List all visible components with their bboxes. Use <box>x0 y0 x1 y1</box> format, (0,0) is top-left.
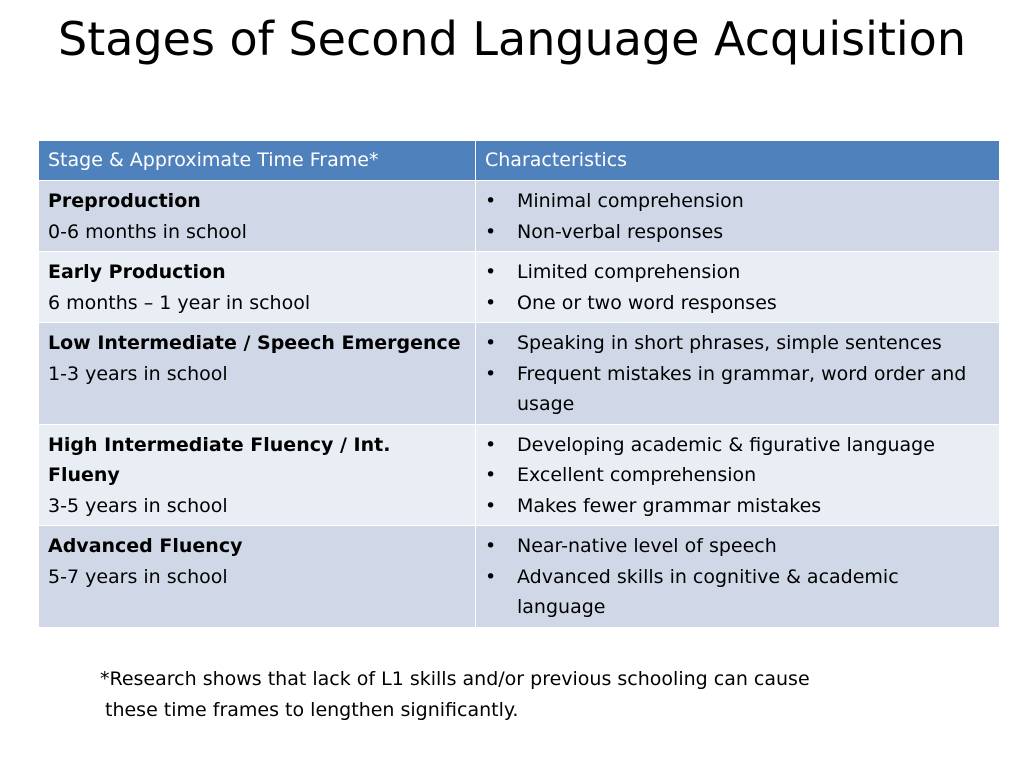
table-row <box>39 181 1000 252</box>
bullet-icon: • <box>485 494 497 517</box>
stage-time-frame: 5-7 years in school <box>48 565 228 588</box>
stage-time-frame: 0-6 months in school <box>48 220 247 243</box>
stage-name: Early Production <box>48 261 226 283</box>
bullet-icon: • <box>485 190 497 212</box>
characteristics-list <box>485 430 990 522</box>
header-characteristics: Characteristics <box>476 141 1000 181</box>
footnote-line-1: *Research shows that lack of L1 skills and/or previous schooling can cause <box>100 668 810 690</box>
list-item <box>485 562 990 623</box>
bullet-icon: • <box>485 261 497 283</box>
characteristic-text: Near-native level of speech <box>517 535 777 557</box>
list-item <box>485 430 990 461</box>
characteristics-list <box>485 531 990 623</box>
stage-cell <box>39 323 476 425</box>
bullet-icon: • <box>485 220 497 243</box>
table-row <box>39 526 1000 628</box>
characteristics-cell <box>476 252 1000 323</box>
list-item <box>485 217 990 248</box>
stage-time-frame: 6 months – 1 year in school <box>48 291 311 314</box>
characteristic-text: One or two word responses <box>517 291 777 314</box>
stage-cell <box>39 526 476 628</box>
bullet-icon: • <box>485 565 497 588</box>
characteristics-list <box>485 257 990 318</box>
characteristics-cell <box>476 181 1000 252</box>
stages-table <box>38 140 1000 628</box>
characteristic-text: Developing academic & figurative language <box>517 433 935 456</box>
bullet-icon: • <box>485 291 497 314</box>
bullet-icon: • <box>485 362 497 385</box>
stage-name: Advanced Fluency <box>48 535 243 557</box>
stage-name: Preproduction <box>48 190 201 212</box>
characteristic-text: Non-verbal responses <box>517 220 724 243</box>
list-item <box>485 531 990 562</box>
bullet-icon: • <box>485 464 497 486</box>
table-row <box>39 323 1000 425</box>
footnote-line-2: these time frames to lengthen significantly. <box>105 699 519 721</box>
table-header-row <box>39 141 1000 181</box>
characteristic-text: Limited comprehension <box>517 261 741 283</box>
slide-title: Stages of Second Language Acquisition <box>58 12 966 66</box>
stage-time-frame: 3-5 years in school <box>48 494 228 517</box>
stage-name: High Intermediate Fluency / Int. Flueny <box>48 433 391 486</box>
characteristics-list <box>485 186 990 247</box>
header-stage-time-frame: Stage & Approximate Time Frame* <box>39 141 476 181</box>
list-item <box>485 359 990 420</box>
characteristic-text: Excellent comprehension <box>517 464 757 486</box>
characteristic-text: Makes fewer grammar mistakes <box>517 494 822 517</box>
characteristics-cell <box>476 424 1000 526</box>
list-item <box>485 186 990 217</box>
list-item <box>485 328 990 359</box>
table-row <box>39 252 1000 323</box>
bullet-icon: • <box>485 433 497 456</box>
bullet-icon: • <box>485 332 497 354</box>
table-row <box>39 424 1000 526</box>
characteristic-text: Minimal comprehension <box>517 190 744 212</box>
characteristics-list <box>485 328 990 420</box>
stage-name: Low Intermediate / Speech Emergence <box>48 332 461 354</box>
bullet-icon: • <box>485 535 497 557</box>
stage-time-frame: 1-3 years in school <box>48 362 228 385</box>
list-item <box>485 257 990 288</box>
table-body <box>39 181 1000 628</box>
stage-cell <box>39 424 476 526</box>
characteristics-cell <box>476 526 1000 628</box>
stage-cell <box>39 181 476 252</box>
list-item <box>485 491 990 522</box>
stage-cell <box>39 252 476 323</box>
characteristic-text: Advanced skills in cognitive & academic language <box>517 565 899 618</box>
characteristic-text: Speaking in short phrases, simple sentences <box>517 332 942 354</box>
research-footnote <box>100 664 920 726</box>
list-item <box>485 460 990 491</box>
list-item <box>485 288 990 319</box>
characteristic-text: Frequent mistakes in grammar, word order and usage <box>517 362 967 415</box>
characteristics-cell <box>476 323 1000 425</box>
